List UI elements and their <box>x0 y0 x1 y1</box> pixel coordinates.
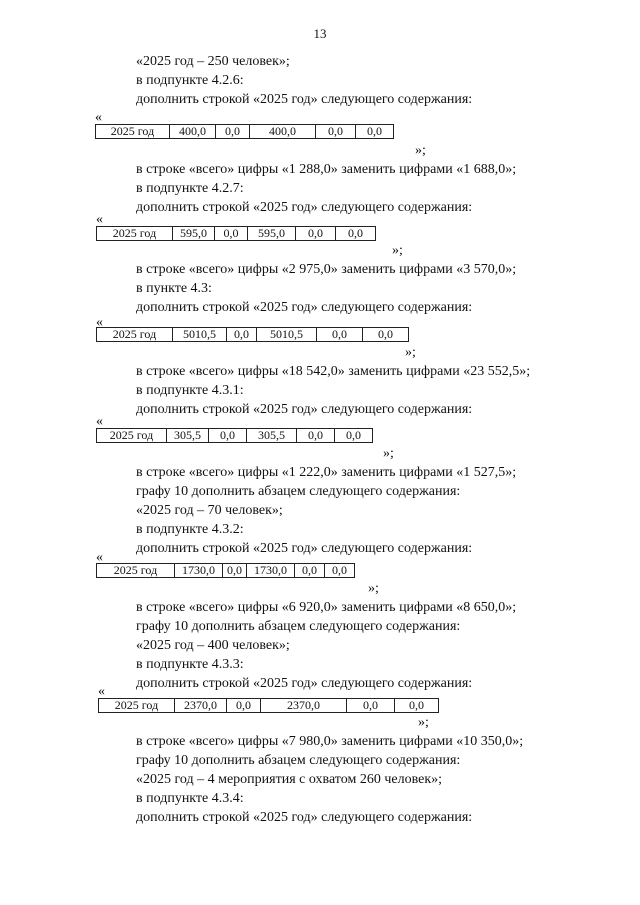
table-row <box>96 327 409 342</box>
table-cell: 305,5 <box>247 429 297 443</box>
text-line: графу 10 дополнить абзацем следующего содержания: <box>136 619 461 634</box>
text-line: дополнить строкой «2025 год» следующего содержания: <box>136 810 473 825</box>
table-cell: 0,0 <box>227 328 257 342</box>
table-cell: 0,0 <box>316 125 356 139</box>
text-line: в строке «всего» цифры «1 222,0» заменить цифрами «1 527,5»; <box>136 465 517 480</box>
table-cell: 595,0 <box>173 227 215 241</box>
text-line: «2025 год – 4 мероприятия с охватом 260 человек»; <box>136 772 443 787</box>
table-cell: 0,0 <box>325 564 355 578</box>
quote-close: »; <box>383 446 394 461</box>
table-cell: 2370,0 <box>175 699 227 713</box>
quote-open: « <box>96 550 103 565</box>
text-line: в строке «всего» цифры «1 288,0» заменить цифрами «1 688,0»; <box>136 162 517 177</box>
quote-open: « <box>96 414 103 429</box>
table-cell: 305,5 <box>167 429 209 443</box>
table-cell: 595,0 <box>248 227 296 241</box>
quote-close: »; <box>405 345 416 360</box>
table-row <box>96 428 373 443</box>
table-cell: 5010,5 <box>173 328 227 342</box>
text-line: дополнить строкой «2025 год» следующего содержания: <box>136 402 473 417</box>
quote-close: »; <box>415 143 426 158</box>
quote-open: « <box>96 212 103 227</box>
text-line: дополнить строкой «2025 год» следующего содержания: <box>136 676 473 691</box>
table-cell: 0,0 <box>395 699 439 713</box>
table-cell: 0,0 <box>336 227 376 241</box>
quote-close: »; <box>368 581 379 596</box>
text-line: дополнить строкой «2025 год» следующего содержания: <box>136 200 473 215</box>
table-cell: 400,0 <box>170 125 216 139</box>
text-line: графу 10 дополнить абзацем следующего содержания: <box>136 753 461 768</box>
table-cell: 2025 год <box>96 125 170 139</box>
table-cell: 0,0 <box>347 699 395 713</box>
quote-close: »; <box>418 715 429 730</box>
table-cell: 0,0 <box>209 429 247 443</box>
table-cell: 0,0 <box>356 125 394 139</box>
table-cell: 0,0 <box>296 227 336 241</box>
table-cell: 0,0 <box>335 429 373 443</box>
table-row <box>95 124 394 139</box>
text-line: дополнить строкой «2025 год» следующего содержания: <box>136 300 473 315</box>
table-cell: 0,0 <box>317 328 363 342</box>
table-row <box>96 563 355 578</box>
table-cell: 2370,0 <box>261 699 347 713</box>
table-cell: 400,0 <box>250 125 316 139</box>
text-line: в строке «всего» цифры «18 542,0» заменить цифрами «23 552,5»; <box>136 364 531 379</box>
quote-close: »; <box>392 243 403 258</box>
table-cell: 0,0 <box>363 328 409 342</box>
table-row <box>96 226 376 241</box>
text-line: в подпункте 4.3.3: <box>136 657 244 672</box>
text-line: в строке «всего» цифры «7 980,0» заменить цифрами «10 350,0»; <box>136 734 524 749</box>
table-cell: 0,0 <box>216 125 250 139</box>
table-cell: 0,0 <box>215 227 248 241</box>
text-line: графу 10 дополнить абзацем следующего содержания: <box>136 484 461 499</box>
text-line: «2025 год – 70 человек»; <box>136 503 283 518</box>
table-cell: 0,0 <box>297 429 335 443</box>
table-cell: 2025 год <box>97 227 173 241</box>
table-cell: 1730,0 <box>175 564 223 578</box>
table-cell: 0,0 <box>223 564 247 578</box>
table-cell: 0,0 <box>227 699 261 713</box>
text-line: в подпункте 4.2.6: <box>136 73 244 88</box>
text-line: в подпункте 4.3.1: <box>136 383 244 398</box>
table-row <box>98 698 439 713</box>
text-line: в подпункте 4.3.4: <box>136 791 244 806</box>
text-line: в подпункте 4.3.2: <box>136 522 244 537</box>
text-line: дополнить строкой «2025 год» следующего содержания: <box>136 92 473 107</box>
table-cell: 2025 год <box>97 564 175 578</box>
text-line: «2025 год – 400 человек»; <box>136 638 290 653</box>
table-cell: 2025 год <box>97 328 173 342</box>
table-cell: 5010,5 <box>257 328 317 342</box>
text-line: «2025 год – 250 человек»; <box>136 54 290 69</box>
text-line: в пункте 4.3: <box>136 281 212 296</box>
text-line: в строке «всего» цифры «2 975,0» заменить цифрами «3 570,0»; <box>136 262 517 277</box>
text-line: дополнить строкой «2025 год» следующего содержания: <box>136 541 473 556</box>
table-cell: 2025 год <box>97 429 167 443</box>
quote-open: « <box>98 684 105 699</box>
table-cell: 1730,0 <box>247 564 295 578</box>
text-line: в подпункте 4.2.7: <box>136 181 244 196</box>
page-number: 13 <box>313 26 327 41</box>
quote-open: « <box>96 315 103 330</box>
text-line: в строке «всего» цифры «6 920,0» заменить цифрами «8 650,0»; <box>136 600 517 615</box>
quote-open: « <box>95 110 102 125</box>
table-cell: 2025 год <box>99 699 175 713</box>
table-cell: 0,0 <box>295 564 325 578</box>
